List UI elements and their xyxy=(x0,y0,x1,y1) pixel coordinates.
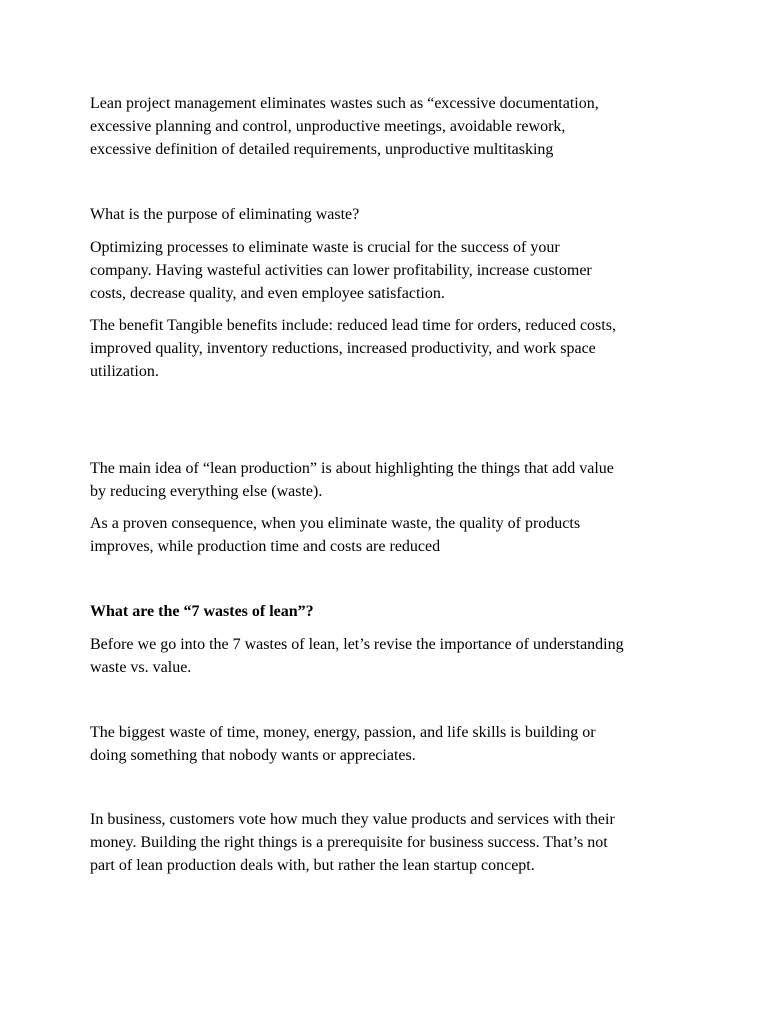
text-line: by reducing everything else (waste). xyxy=(90,483,323,500)
text-line: money. Building the right things is a prerequisite for business success. That’s not xyxy=(90,834,608,851)
text-line: Lean project management eliminates wastes such as “excessive documentation, xyxy=(90,95,599,112)
text-line: utilization. xyxy=(90,363,159,380)
purpose-question xyxy=(90,203,690,226)
text-line: costs, decrease quality, and even employee satisfaction. xyxy=(90,285,445,302)
text-line: The benefit Tangible benefits include: reduced lead time for orders, reduced costs, xyxy=(90,317,616,334)
purpose-answer-paragraph xyxy=(90,236,690,305)
business-paragraph xyxy=(90,808,690,877)
text-line: part of lean production deals with, but rather the lean startup concept. xyxy=(90,857,535,874)
text-line: improves, while production time and costs are reduced xyxy=(90,538,441,555)
waste-vs-value-paragraph xyxy=(90,633,690,679)
text-line: In business, customers vote how much they value products and services with their xyxy=(90,811,615,828)
text-line: The main idea of “lean production” is about highlighting the things that add value xyxy=(90,460,614,477)
text-line: Optimizing processes to eliminate waste is crucial for the success of your xyxy=(90,239,560,256)
text-line: excessive definition of detailed requirements, unproductive multitasking xyxy=(90,141,554,158)
text-line: improved quality, inventory reductions, increased productivity, and work space xyxy=(90,340,596,357)
text-line: doing something that nobody wants or appreciates. xyxy=(90,747,416,764)
text-line: excessive planning and control, unproductive meetings, avoidable rework, xyxy=(90,118,566,135)
text-line: What is the purpose of eliminating waste? xyxy=(90,206,360,223)
benefits-paragraph xyxy=(90,314,690,383)
intro-paragraph xyxy=(90,92,690,161)
text-line: The biggest waste of time, money, energy, passion, and life skills is building or xyxy=(90,724,596,741)
text-line: Before we go into the 7 wastes of lean, let’s revise the importance of understanding xyxy=(90,636,624,653)
text-line: company. Having wasteful activities can lower profitability, increase customer xyxy=(90,262,592,279)
text-line: waste vs. value. xyxy=(90,659,192,676)
consequence-paragraph xyxy=(90,512,690,558)
text-line: What are the “7 wastes of lean”? xyxy=(90,603,314,620)
seven-wastes-heading xyxy=(90,600,690,623)
lean-production-paragraph xyxy=(90,457,690,503)
biggest-waste-paragraph xyxy=(90,721,690,767)
text-line: As a proven consequence, when you eliminate waste, the quality of products xyxy=(90,515,581,532)
